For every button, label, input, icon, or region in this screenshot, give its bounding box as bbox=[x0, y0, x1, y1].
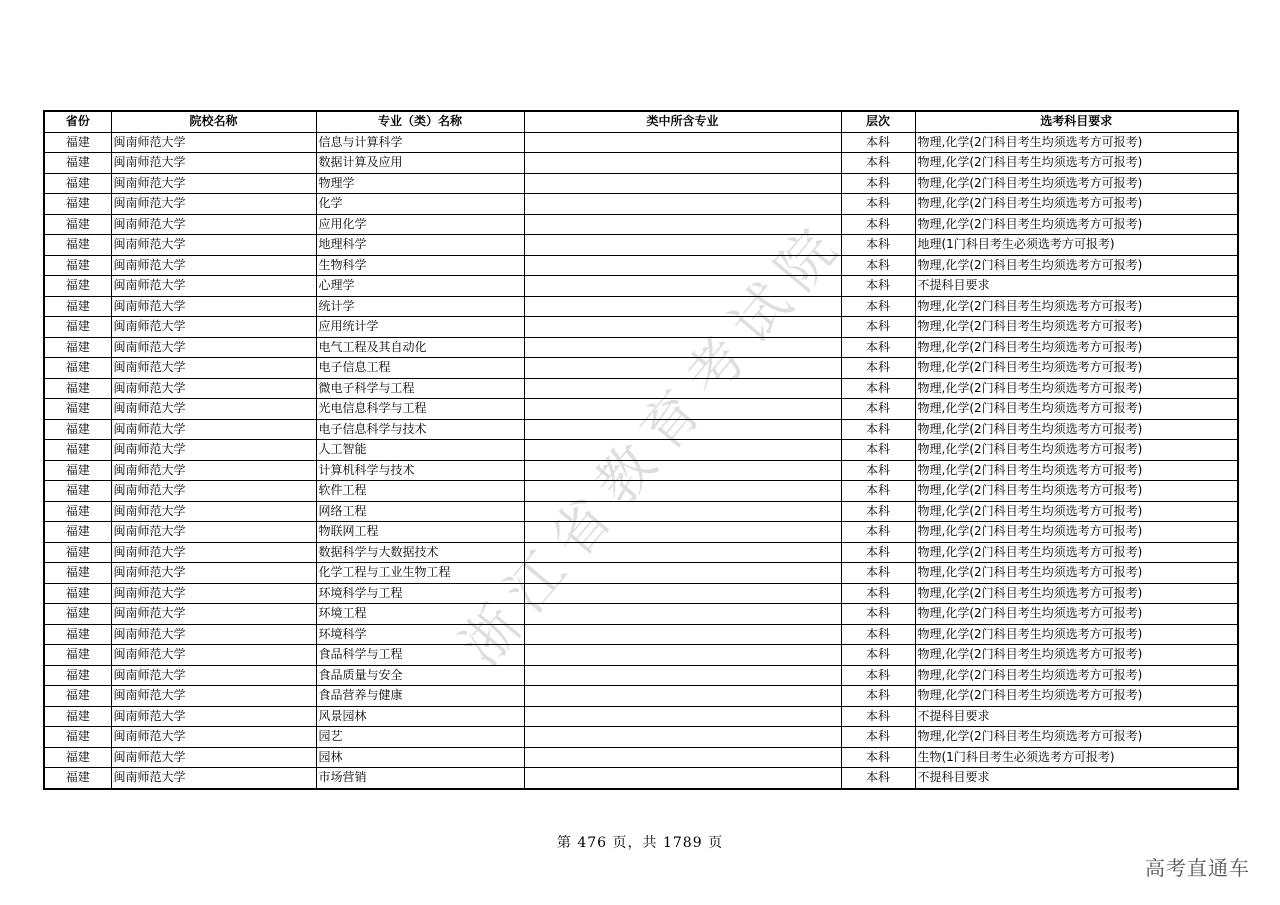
level-cell: 本科 bbox=[841, 440, 915, 461]
school-cell: 闽南师范大学 bbox=[111, 522, 316, 543]
included-majors-cell bbox=[524, 194, 841, 215]
major-cell: 食品科学与工程 bbox=[316, 645, 524, 666]
major-cell: 市场营销 bbox=[316, 768, 524, 789]
major-cell: 应用化学 bbox=[316, 214, 524, 235]
major-cell: 统计学 bbox=[316, 296, 524, 317]
major-cell: 应用统计学 bbox=[316, 317, 524, 338]
major-cell: 电气工程及其自动化 bbox=[316, 337, 524, 358]
level-cell: 本科 bbox=[841, 665, 915, 686]
included-majors-cell bbox=[524, 440, 841, 461]
included-majors-cell bbox=[524, 645, 841, 666]
level-cell: 本科 bbox=[841, 235, 915, 256]
major-cell: 生物科学 bbox=[316, 255, 524, 276]
major-cell: 化学 bbox=[316, 194, 524, 215]
level-cell: 本科 bbox=[841, 460, 915, 481]
included-majors-cell bbox=[524, 747, 841, 768]
province-cell: 福建 bbox=[44, 337, 111, 358]
major-cell: 数据计算及应用 bbox=[316, 153, 524, 174]
major-cell: 环境科学 bbox=[316, 624, 524, 645]
school-cell: 闽南师范大学 bbox=[111, 706, 316, 727]
table-row bbox=[44, 460, 1238, 481]
requirement-cell: 不提科目要求 bbox=[915, 276, 1238, 297]
province-cell: 福建 bbox=[44, 645, 111, 666]
school-cell: 闽南师范大学 bbox=[111, 645, 316, 666]
school-cell: 闽南师范大学 bbox=[111, 460, 316, 481]
province-cell: 福建 bbox=[44, 747, 111, 768]
province-cell: 福建 bbox=[44, 296, 111, 317]
school-cell: 闽南师范大学 bbox=[111, 255, 316, 276]
requirement-cell: 物理,化学(2门科目考生均须选考方可报考) bbox=[915, 378, 1238, 399]
included-majors-cell bbox=[524, 214, 841, 235]
level-cell: 本科 bbox=[841, 481, 915, 502]
school-cell: 闽南师范大学 bbox=[111, 317, 316, 338]
header-province: 省份 bbox=[44, 111, 111, 132]
brand-logo-text: 高考直通车 bbox=[1145, 856, 1250, 880]
major-cell: 食品营养与健康 bbox=[316, 686, 524, 707]
level-cell: 本科 bbox=[841, 624, 915, 645]
table-row bbox=[44, 235, 1238, 256]
school-cell: 闽南师范大学 bbox=[111, 358, 316, 379]
major-cell: 计算机科学与技术 bbox=[316, 460, 524, 481]
header-school: 院校名称 bbox=[111, 111, 316, 132]
included-majors-cell bbox=[524, 337, 841, 358]
requirement-cell: 物理,化学(2门科目考生均须选考方可报考) bbox=[915, 542, 1238, 563]
school-cell: 闽南师范大学 bbox=[111, 214, 316, 235]
included-majors-cell bbox=[524, 173, 841, 194]
admission-requirements-table bbox=[43, 110, 1239, 790]
requirement-cell: 物理,化学(2门科目考生均须选考方可报考) bbox=[915, 522, 1238, 543]
requirement-cell: 物理,化学(2门科目考生均须选考方可报考) bbox=[915, 624, 1238, 645]
province-cell: 福建 bbox=[44, 235, 111, 256]
requirement-cell: 物理,化学(2门科目考生均须选考方可报考) bbox=[915, 583, 1238, 604]
requirement-cell: 物理,化学(2门科目考生均须选考方可报考) bbox=[915, 255, 1238, 276]
table-row bbox=[44, 317, 1238, 338]
major-cell: 数据科学与大数据技术 bbox=[316, 542, 524, 563]
table-row bbox=[44, 563, 1238, 584]
level-cell: 本科 bbox=[841, 727, 915, 748]
header-included-majors: 类中所含专业 bbox=[524, 111, 841, 132]
table-row bbox=[44, 645, 1238, 666]
table-row bbox=[44, 440, 1238, 461]
province-cell: 福建 bbox=[44, 563, 111, 584]
school-cell: 闽南师范大学 bbox=[111, 481, 316, 502]
province-cell: 福建 bbox=[44, 399, 111, 420]
included-majors-cell bbox=[524, 276, 841, 297]
province-cell: 福建 bbox=[44, 460, 111, 481]
level-cell: 本科 bbox=[841, 399, 915, 420]
level-cell: 本科 bbox=[841, 378, 915, 399]
level-cell: 本科 bbox=[841, 276, 915, 297]
included-majors-cell bbox=[524, 132, 841, 153]
level-cell: 本科 bbox=[841, 296, 915, 317]
included-majors-cell bbox=[524, 624, 841, 645]
school-cell: 闽南师范大学 bbox=[111, 542, 316, 563]
requirement-cell: 物理,化学(2门科目考生均须选考方可报考) bbox=[915, 440, 1238, 461]
table-row bbox=[44, 542, 1238, 563]
province-cell: 福建 bbox=[44, 440, 111, 461]
included-majors-cell bbox=[524, 604, 841, 625]
level-cell: 本科 bbox=[841, 255, 915, 276]
included-majors-cell bbox=[524, 727, 841, 748]
level-cell: 本科 bbox=[841, 583, 915, 604]
school-cell: 闽南师范大学 bbox=[111, 235, 316, 256]
school-cell: 闽南师范大学 bbox=[111, 768, 316, 789]
province-cell: 福建 bbox=[44, 583, 111, 604]
table-row bbox=[44, 378, 1238, 399]
school-cell: 闽南师范大学 bbox=[111, 419, 316, 440]
requirement-cell: 不提科目要求 bbox=[915, 706, 1238, 727]
school-cell: 闽南师范大学 bbox=[111, 501, 316, 522]
table-row bbox=[44, 624, 1238, 645]
school-cell: 闽南师范大学 bbox=[111, 173, 316, 194]
requirement-cell: 物理,化学(2门科目考生均须选考方可报考) bbox=[915, 481, 1238, 502]
requirement-cell: 物理,化学(2门科目考生均须选考方可报考) bbox=[915, 153, 1238, 174]
included-majors-cell bbox=[524, 768, 841, 789]
school-cell: 闽南师范大学 bbox=[111, 747, 316, 768]
major-cell: 人工智能 bbox=[316, 440, 524, 461]
requirement-cell: 不提科目要求 bbox=[915, 768, 1238, 789]
school-cell: 闽南师范大学 bbox=[111, 604, 316, 625]
table-row bbox=[44, 276, 1238, 297]
table-row bbox=[44, 481, 1238, 502]
major-cell: 物联网工程 bbox=[316, 522, 524, 543]
requirement-cell: 物理,化学(2门科目考生均须选考方可报考) bbox=[915, 296, 1238, 317]
major-cell: 信息与计算科学 bbox=[316, 132, 524, 153]
level-cell: 本科 bbox=[841, 747, 915, 768]
school-cell: 闽南师范大学 bbox=[111, 132, 316, 153]
province-cell: 福建 bbox=[44, 768, 111, 789]
school-cell: 闽南师范大学 bbox=[111, 440, 316, 461]
province-cell: 福建 bbox=[44, 173, 111, 194]
requirement-cell: 物理,化学(2门科目考生均须选考方可报考) bbox=[915, 419, 1238, 440]
level-cell: 本科 bbox=[841, 337, 915, 358]
level-cell: 本科 bbox=[841, 173, 915, 194]
table-row bbox=[44, 296, 1238, 317]
major-cell: 网络工程 bbox=[316, 501, 524, 522]
table-header-row bbox=[44, 111, 1238, 132]
requirement-cell: 物理,化学(2门科目考生均须选考方可报考) bbox=[915, 501, 1238, 522]
province-cell: 福建 bbox=[44, 194, 111, 215]
province-cell: 福建 bbox=[44, 132, 111, 153]
table-row bbox=[44, 255, 1238, 276]
table-row bbox=[44, 604, 1238, 625]
major-cell: 环境工程 bbox=[316, 604, 524, 625]
requirement-cell: 物理,化学(2门科目考生均须选考方可报考) bbox=[915, 563, 1238, 584]
school-cell: 闽南师范大学 bbox=[111, 194, 316, 215]
table-row bbox=[44, 358, 1238, 379]
requirement-cell: 物理,化学(2门科目考生均须选考方可报考) bbox=[915, 727, 1238, 748]
province-cell: 福建 bbox=[44, 153, 111, 174]
table-row bbox=[44, 214, 1238, 235]
school-cell: 闽南师范大学 bbox=[111, 399, 316, 420]
table-row bbox=[44, 173, 1238, 194]
major-cell: 园艺 bbox=[316, 727, 524, 748]
included-majors-cell bbox=[524, 522, 841, 543]
included-majors-cell bbox=[524, 686, 841, 707]
table-row bbox=[44, 399, 1238, 420]
level-cell: 本科 bbox=[841, 153, 915, 174]
province-cell: 福建 bbox=[44, 706, 111, 727]
requirement-cell: 物理,化学(2门科目考生均须选考方可报考) bbox=[915, 604, 1238, 625]
included-majors-cell bbox=[524, 563, 841, 584]
level-cell: 本科 bbox=[841, 501, 915, 522]
included-majors-cell bbox=[524, 542, 841, 563]
level-cell: 本科 bbox=[841, 604, 915, 625]
school-cell: 闽南师范大学 bbox=[111, 563, 316, 584]
included-majors-cell bbox=[524, 317, 841, 338]
level-cell: 本科 bbox=[841, 214, 915, 235]
school-cell: 闽南师范大学 bbox=[111, 378, 316, 399]
province-cell: 福建 bbox=[44, 255, 111, 276]
requirement-cell: 物理,化学(2门科目考生均须选考方可报考) bbox=[915, 665, 1238, 686]
province-cell: 福建 bbox=[44, 378, 111, 399]
table-row bbox=[44, 768, 1238, 789]
level-cell: 本科 bbox=[841, 563, 915, 584]
level-cell: 本科 bbox=[841, 686, 915, 707]
header-level: 层次 bbox=[841, 111, 915, 132]
included-majors-cell bbox=[524, 358, 841, 379]
school-cell: 闽南师范大学 bbox=[111, 665, 316, 686]
school-cell: 闽南师范大学 bbox=[111, 727, 316, 748]
province-cell: 福建 bbox=[44, 214, 111, 235]
requirement-cell: 地理(1门科目考生必须选考方可报考) bbox=[915, 235, 1238, 256]
table-row bbox=[44, 194, 1238, 215]
province-cell: 福建 bbox=[44, 665, 111, 686]
major-cell: 软件工程 bbox=[316, 481, 524, 502]
province-cell: 福建 bbox=[44, 501, 111, 522]
school-cell: 闽南师范大学 bbox=[111, 276, 316, 297]
requirement-cell: 物理,化学(2门科目考生均须选考方可报考) bbox=[915, 399, 1238, 420]
requirement-cell: 物理,化学(2门科目考生均须选考方可报考) bbox=[915, 686, 1238, 707]
school-cell: 闽南师范大学 bbox=[111, 153, 316, 174]
province-cell: 福建 bbox=[44, 522, 111, 543]
requirement-cell: 物理,化学(2门科目考生均须选考方可报考) bbox=[915, 337, 1238, 358]
major-cell: 电子信息工程 bbox=[316, 358, 524, 379]
header-subject-requirement: 选考科目要求 bbox=[915, 111, 1238, 132]
table-row bbox=[44, 665, 1238, 686]
requirement-cell: 物理,化学(2门科目考生均须选考方可报考) bbox=[915, 194, 1238, 215]
province-cell: 福建 bbox=[44, 481, 111, 502]
level-cell: 本科 bbox=[841, 358, 915, 379]
included-majors-cell bbox=[524, 399, 841, 420]
requirement-cell: 物理,化学(2门科目考生均须选考方可报考) bbox=[915, 214, 1238, 235]
table-row bbox=[44, 686, 1238, 707]
requirement-cell: 物理,化学(2门科目考生均须选考方可报考) bbox=[915, 173, 1238, 194]
major-cell: 化学工程与工业生物工程 bbox=[316, 563, 524, 584]
province-cell: 福建 bbox=[44, 727, 111, 748]
level-cell: 本科 bbox=[841, 419, 915, 440]
table-row bbox=[44, 583, 1238, 604]
requirement-cell: 生物(1门科目考生必须选考方可报考) bbox=[915, 747, 1238, 768]
province-cell: 福建 bbox=[44, 604, 111, 625]
table-row bbox=[44, 727, 1238, 748]
province-cell: 福建 bbox=[44, 686, 111, 707]
level-cell: 本科 bbox=[841, 522, 915, 543]
included-majors-cell bbox=[524, 296, 841, 317]
included-majors-cell bbox=[524, 378, 841, 399]
major-cell: 心理学 bbox=[316, 276, 524, 297]
table-row bbox=[44, 153, 1238, 174]
level-cell: 本科 bbox=[841, 706, 915, 727]
page-number: 第 476 页，共 1789 页 bbox=[556, 835, 724, 851]
major-cell: 物理学 bbox=[316, 173, 524, 194]
province-cell: 福建 bbox=[44, 542, 111, 563]
included-majors-cell bbox=[524, 153, 841, 174]
included-majors-cell bbox=[524, 255, 841, 276]
requirement-cell: 物理,化学(2门科目考生均须选考方可报考) bbox=[915, 358, 1238, 379]
province-cell: 福建 bbox=[44, 419, 111, 440]
province-cell: 福建 bbox=[44, 358, 111, 379]
level-cell: 本科 bbox=[841, 132, 915, 153]
table-row bbox=[44, 706, 1238, 727]
school-cell: 闽南师范大学 bbox=[111, 583, 316, 604]
level-cell: 本科 bbox=[841, 317, 915, 338]
header-major: 专业（类）名称 bbox=[316, 111, 524, 132]
major-cell: 地理科学 bbox=[316, 235, 524, 256]
included-majors-cell bbox=[524, 583, 841, 604]
requirement-cell: 物理,化学(2门科目考生均须选考方可报考) bbox=[915, 645, 1238, 666]
table-row bbox=[44, 132, 1238, 153]
major-cell: 风景园林 bbox=[316, 706, 524, 727]
requirement-cell: 物理,化学(2门科目考生均须选考方可报考) bbox=[915, 460, 1238, 481]
table-row bbox=[44, 522, 1238, 543]
level-cell: 本科 bbox=[841, 542, 915, 563]
included-majors-cell bbox=[524, 706, 841, 727]
included-majors-cell bbox=[524, 419, 841, 440]
included-majors-cell bbox=[524, 460, 841, 481]
table-row bbox=[44, 747, 1238, 768]
level-cell: 本科 bbox=[841, 194, 915, 215]
level-cell: 本科 bbox=[841, 645, 915, 666]
school-cell: 闽南师范大学 bbox=[111, 337, 316, 358]
major-cell: 光电信息科学与工程 bbox=[316, 399, 524, 420]
requirement-cell: 物理,化学(2门科目考生均须选考方可报考) bbox=[915, 317, 1238, 338]
included-majors-cell bbox=[524, 235, 841, 256]
included-majors-cell bbox=[524, 501, 841, 522]
included-majors-cell bbox=[524, 665, 841, 686]
major-cell: 环境科学与工程 bbox=[316, 583, 524, 604]
included-majors-cell bbox=[524, 481, 841, 502]
school-cell: 闽南师范大学 bbox=[111, 686, 316, 707]
province-cell: 福建 bbox=[44, 624, 111, 645]
watermark: 浙江省教育考试院 bbox=[448, 207, 859, 679]
province-cell: 福建 bbox=[44, 317, 111, 338]
major-cell: 电子信息科学与技术 bbox=[316, 419, 524, 440]
province-cell: 福建 bbox=[44, 276, 111, 297]
table-row bbox=[44, 337, 1238, 358]
major-cell: 微电子科学与工程 bbox=[316, 378, 524, 399]
major-cell: 园林 bbox=[316, 747, 524, 768]
table-row bbox=[44, 501, 1238, 522]
table-row bbox=[44, 419, 1238, 440]
table-body bbox=[44, 132, 1238, 789]
requirement-cell: 物理,化学(2门科目考生均须选考方可报考) bbox=[915, 132, 1238, 153]
school-cell: 闽南师范大学 bbox=[111, 624, 316, 645]
major-cell: 食品质量与安全 bbox=[316, 665, 524, 686]
school-cell: 闽南师范大学 bbox=[111, 296, 316, 317]
level-cell: 本科 bbox=[841, 768, 915, 789]
